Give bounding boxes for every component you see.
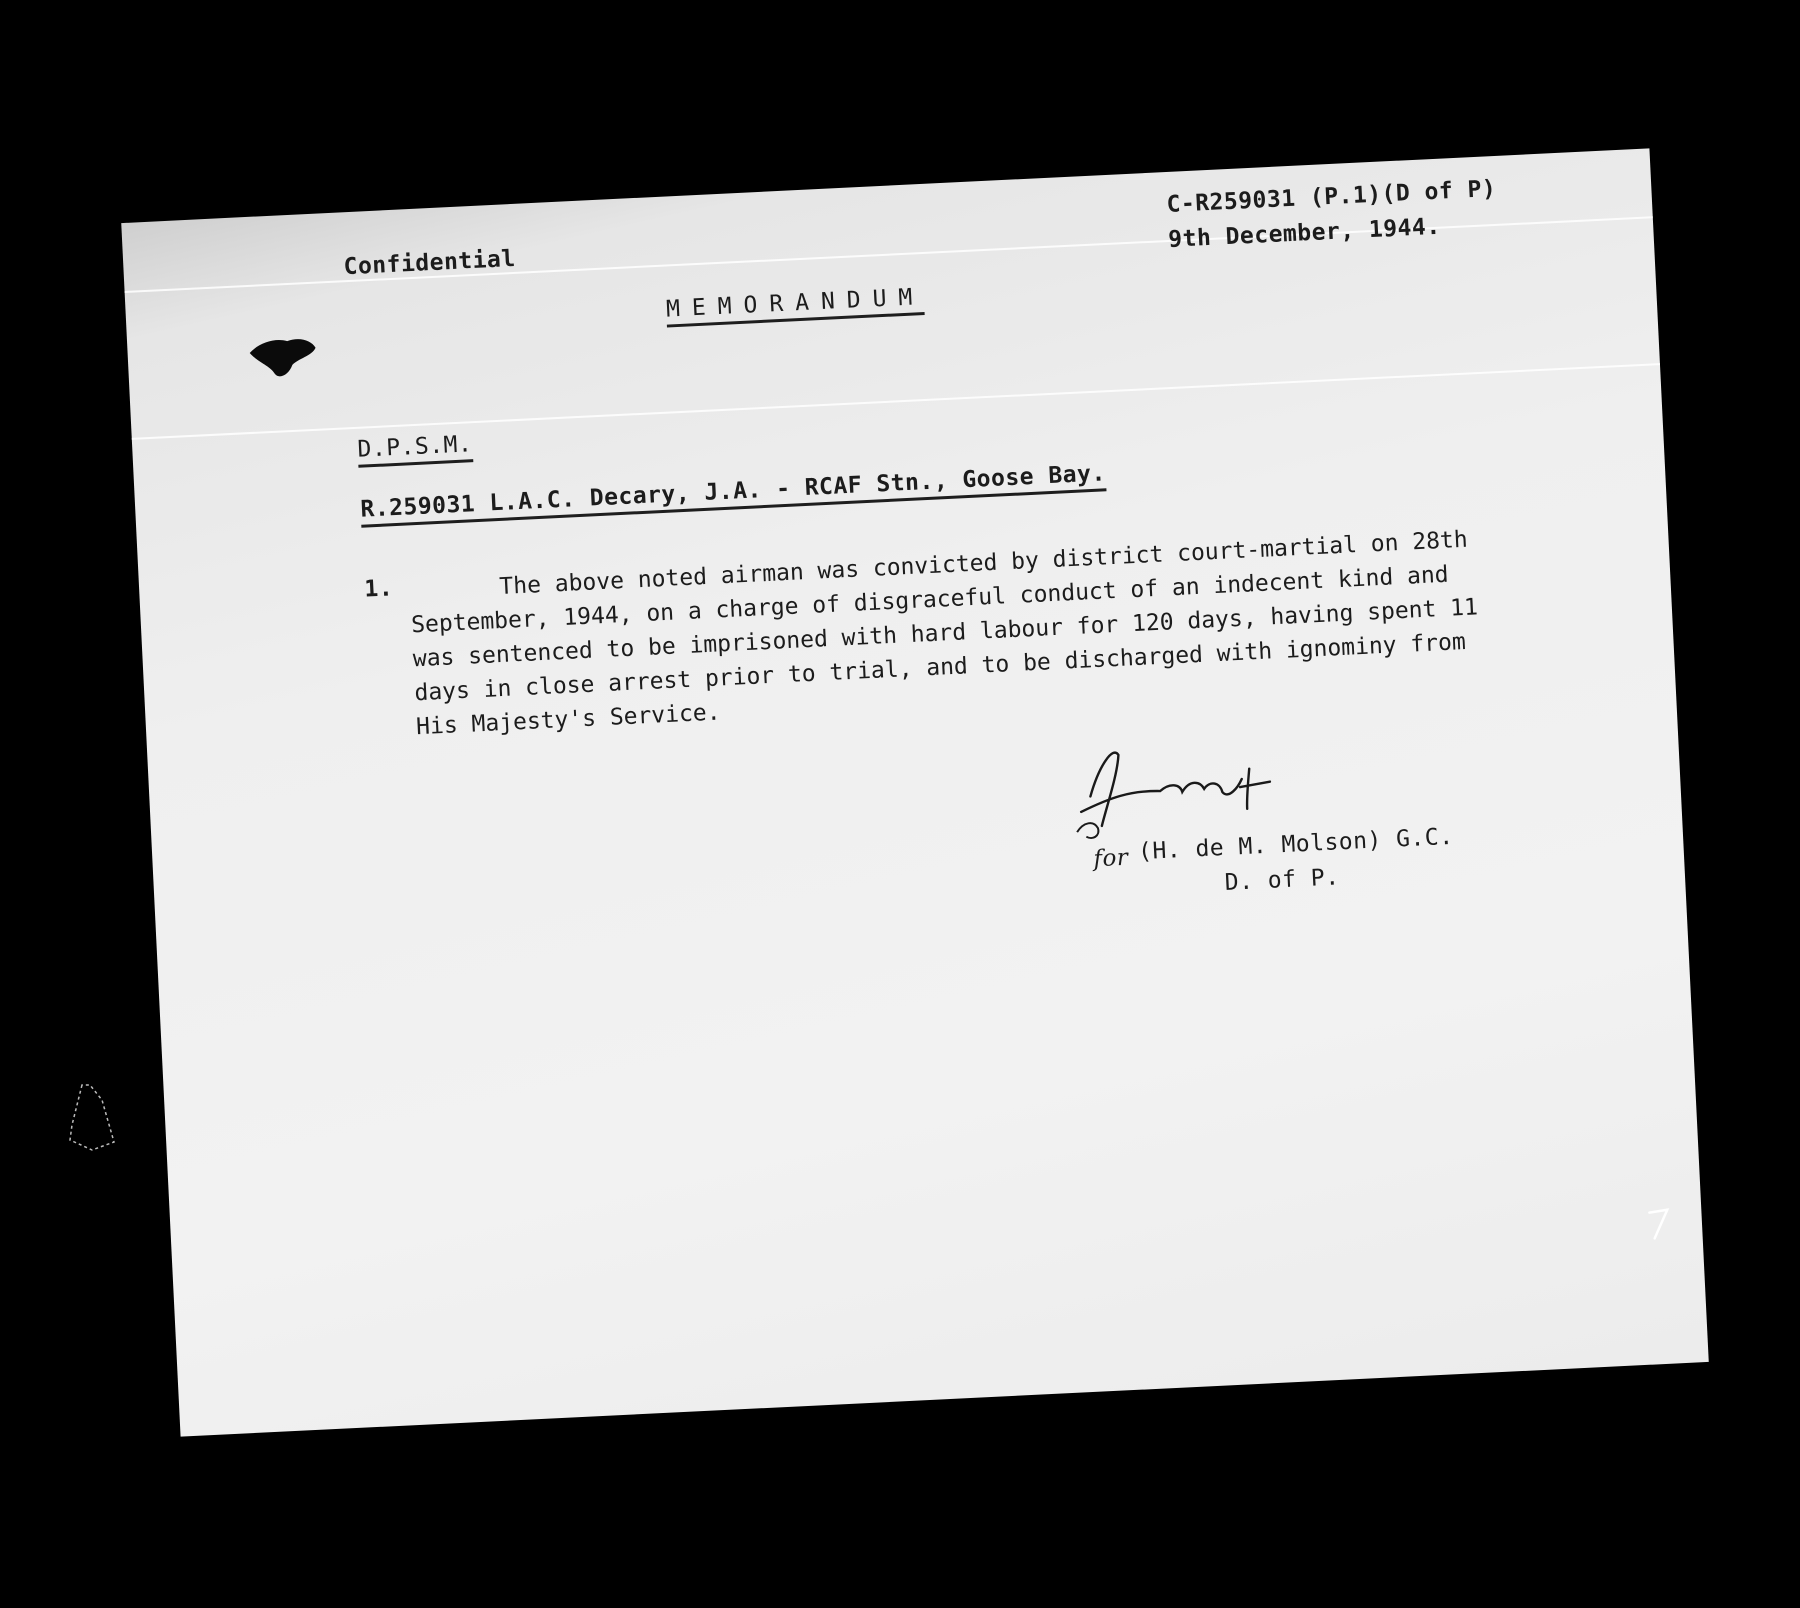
ink-blot-mark	[247, 334, 319, 381]
handwritten-page-number	[1643, 1203, 1675, 1244]
memorandum-page	[121, 148, 1709, 1436]
handwritten-signature	[1067, 727, 1292, 848]
for-signature-mark: for	[1092, 844, 1129, 873]
signatory-name: (H. de M. Molson) G.C.	[1137, 823, 1455, 866]
document-date: 9th December, 1944.	[1167, 213, 1442, 253]
scan-line	[132, 363, 1660, 440]
body-paragraph: The above noted airman was convicted by district court-martial on 28th September, 1944, on a charge of disgraceful conduct of an indecent kind and was sentenced to be imprisoned with hard labour for 120 days, having spent 11 days in close arrest prior to trial, and to be discharged with ignominy from His Majesty's Service.	[410, 526, 1479, 741]
paragraph-number: 1.	[363, 575, 394, 603]
file-reference: C-R259031 (P.1)(D of P)	[1165, 175, 1497, 218]
paper-clip-mark-icon	[62, 1080, 122, 1160]
memorandum-title: MEMORANDUM	[665, 284, 925, 328]
memorandum-body	[409, 521, 1506, 744]
subject-line: R.259031 L.A.C. Decary, J.A. - RCAF Stn., Goose Bay.	[360, 460, 1107, 527]
addressee: D.P.S.M.	[357, 431, 473, 468]
signatory-title: D. of P.	[1224, 864, 1341, 896]
classification-label: Confidential	[343, 245, 517, 281]
